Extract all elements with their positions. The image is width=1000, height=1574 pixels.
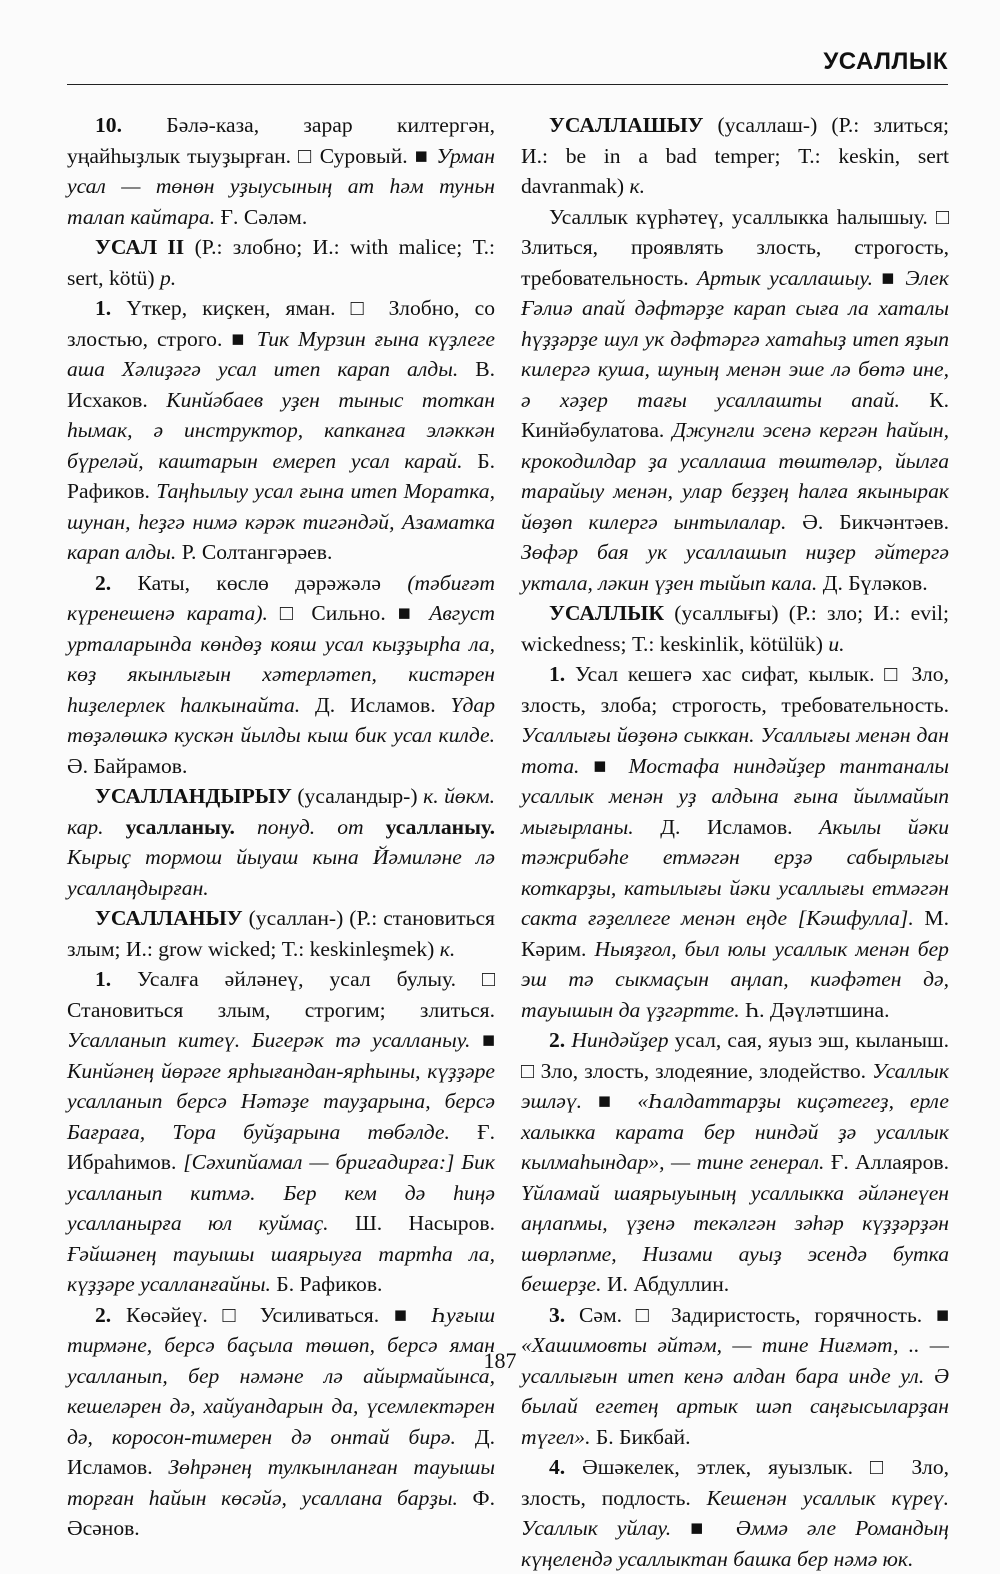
example-text: понуд. от: [257, 814, 364, 839]
definition-text: Д. Исламов.: [633, 814, 820, 839]
sense-number: 2.: [549, 1028, 572, 1052]
definition-text: [235, 815, 257, 839]
dictionary-paragraph: [521, 659, 949, 1025]
example-text: Зөфәр бая ук усаллашып ниҙер әйтергә уктала, ләкин үҙен тыйып кала.: [521, 540, 949, 595]
example-text: р.: [159, 265, 177, 290]
example-text: к. йөкм. кар.: [67, 784, 495, 839]
definition-text: (усаллаш-) (Р.: злиться; И.: be in a bad temper; Т.: keskin, sert davranmak): [521, 113, 949, 198]
dictionary-paragraph: [67, 293, 495, 568]
definition-text: [104, 815, 126, 839]
example-text: Зөһрәнең тулкынланған тауышы торған һайын көсәйә, усаллана барҙы.: [67, 1455, 495, 1510]
example-text: Ныяҙғол, был юлы усаллык менән бер эш тә сыкмаҫын аңлап, киәфәтен дә, тауышын да үҙгәртте.: [521, 936, 949, 1022]
definition-text: Ф. Әсәнов.: [67, 1485, 496, 1540]
definition-text: И. Абдуллин.: [601, 1272, 730, 1296]
definition-text: Үткер, киҫкен, яман. □ Злобно, со злостью, строго. ■: [67, 296, 496, 351]
definition-text: Д. Исламов.: [67, 1424, 496, 1479]
headword: УСАЛЛАНДЫРЫУ: [95, 784, 292, 808]
header-rule: [67, 84, 948, 85]
example-text: Август урталарында көндөҙ кояш усал кыҙҙырһа ла, көҙ якынлығын хәтерләтеп, кистәрен һиҙелерлек һалкынайта.: [67, 601, 495, 717]
example-text: Һуғыш тирмәне, берсә баҫыла төшөп, берсә яман усалланып, бер нәмәне лә айырмайынса, кешеләрен дә, хайуандарын да, үсемлектәрен дә, коросон-тимерен дә онтай бирә.: [67, 1302, 496, 1449]
dictionary-paragraph: [521, 1452, 949, 1574]
definition-text: (усаландыр-): [291, 784, 424, 808]
example-text: Акылы йәки тәжрибәһе етмәгән ерҙә сабырлығы коткарҙы, катылығы йәки усаллығы етмәгән сакта ғәҙеллеге менән еңде [Кәшфулла].: [521, 814, 950, 930]
example-text: «Хашимовты әйтәм, — тине Ниғмәт, .. — усаллығын итеп кенә алдан бара инде ул. Ә былай егетең артык шәп саңғысыларҙан түгел».: [521, 1333, 949, 1449]
definition-text: Көсәйеү. □ Усиливаться. ■: [126, 1302, 432, 1327]
sense-number: 4.: [549, 1455, 583, 1479]
definition-text: Һ. Дәүләтшина.: [739, 997, 890, 1022]
definition-text: Каты, көслө дәрәжәлә: [137, 570, 408, 595]
dictionary-paragraph: [67, 964, 495, 1300]
example-text: Джунгли эсенә кергән һайын, крокодилдар ҙа усаллаша төштөләр, йылға тарайыу менән, улар беҙҙең һалға якынырак йөҙөп килергә ынтылалар.: [521, 418, 949, 534]
definition-text: Ғ. Аллаяров.: [824, 1150, 949, 1174]
dictionary-paragraph: [521, 1025, 949, 1300]
definition-text: В. Исхаков.: [67, 357, 495, 412]
definition-text: ■: [470, 1028, 495, 1052]
definition-text: Ғ. Сәләм.: [215, 204, 308, 229]
dictionary-paragraph: [67, 903, 495, 964]
example-text: Тик Мурзин ғына күҙлеге аша Хәлиҙәгә усал итеп карап алды.: [67, 326, 495, 381]
example-text: «Һалдаттарҙы киҫәтегеҙ, ерле халыкка карата бер ниндәй ҙә усаллык кылмаһындар», — тине генерал.: [521, 1089, 949, 1174]
definition-text: М. Кәрим.: [521, 906, 950, 961]
dictionary-paragraph: [521, 202, 949, 599]
definition-text: Усаллык күрһәтеү, усаллыкка һалышыу. □ Злиться, проявлять злость, строгость, требовательность.: [521, 204, 949, 290]
sense-number: 1.: [95, 296, 127, 320]
example-text: Кырыҫ тормош йыуаш кына Йәмиләне лә усаллаңдырған.: [67, 845, 495, 900]
example-text: Усалланып китеү. Бигерәк тә усалланыу.: [67, 1028, 471, 1052]
dictionary-paragraph: [521, 110, 949, 202]
definition-text: □ Сильно. ■: [267, 601, 430, 625]
definition-text: ■: [872, 265, 906, 290]
dictionary-paragraph: [67, 232, 495, 293]
definition-text: ■: [579, 753, 629, 778]
definition-text: Б. Рафиков.: [270, 1272, 383, 1296]
definition-text: Ә. Байрамов.: [67, 753, 188, 778]
definition-text: Ғ. Ибраһимов.: [67, 1119, 495, 1174]
definition-text: [364, 815, 386, 839]
example-text: Таңһылыу усал ғына итеп Моратка, шунан, һеҙгә нимә кәрәк тигәндәй, Азаматка карап алды.: [67, 479, 495, 564]
definition-text: (усаллан-) (Р.: становиться злым; И.: grow wicked; Т.: keskinleşmek): [67, 906, 495, 961]
example-text: Кешенән усаллык күреү. Усаллык уйлау.: [521, 1485, 949, 1540]
definition-text: (усаллығы) (Р.: зло; И.: evil; wickedness; Т.: keskinlik, kötülük): [521, 601, 949, 656]
example-text: Үйламай шаярыуының усаллыкка әйләнеүен аңлапмы, үҙенә текәлгән зәһәр күҙҙәрҙән шөрләпме, Низами ауыҙ эсендә бутка бешерҙе.: [521, 1180, 949, 1296]
dictionary-paragraph: [67, 110, 495, 232]
definition-text: К. Кинйәбулатова.: [521, 387, 949, 442]
example-text: Әммә әле Романдың күңелендә усаллыктан башка бер нәмә юк.: [521, 1516, 949, 1571]
definition-text: Д. Бүләков.: [817, 570, 928, 595]
sense-number: 10.: [95, 113, 167, 137]
definition-text: усал, сая, яуыз эш, кыланыш. □ Зло, злость, злодеяние, злодейство.: [521, 1028, 949, 1083]
sense-number: 2.: [95, 570, 138, 595]
example-text: Усаллык эшләү.: [521, 1058, 949, 1113]
example-text: Элек Ғәлиә апай дәфтәрҙе карап сыға ла хаталы һүҙҙәрҙе шул ук дәфтәргә хатаһыҙ итеп яҙып килергә куша, шуның менән эше лә бөтә ине, ә хәҙер тағы усаллашты апай.: [521, 265, 949, 412]
sense-number: 2.: [95, 1302, 127, 1327]
dictionary-paragraph: [67, 1300, 495, 1544]
definition-text: Әшәкелек, этлек, яуызлык. □ Зло, злость, подлость.: [521, 1455, 950, 1510]
definition-text: ■: [671, 1516, 736, 1540]
left-column: [67, 110, 495, 1544]
running-header: УСАЛЛЫК: [823, 48, 948, 75]
example-text: Мостафа ниндәйҙер тантаналы усаллык менән уҙ алдына ғына йылмайып мығырланы.: [521, 753, 950, 839]
definition-text: ■: [582, 1089, 638, 1113]
definition-text: Д. Исламов.: [300, 692, 451, 717]
sense-number: 1.: [95, 967, 138, 991]
definition-text: Усалға әйләнеү, усал булыу. □ Становиться злым, строгим; злиться.: [67, 967, 496, 1022]
dictionary-paragraph: [521, 598, 949, 659]
headword: УСАЛ II: [95, 235, 185, 259]
example-text: (тәбиғәт күренешенә карата).: [67, 570, 495, 625]
example-text: к.: [629, 174, 646, 198]
example-text: и.: [828, 631, 845, 656]
definition-text: Бәлә-каза, зарар килтергән, уңайһыҙлык тыуҙырған. □ Суровый. ■: [67, 113, 496, 168]
headword: усалланыу.: [125, 814, 235, 839]
example-text: Ғәйшәнең тауышы шаярыуға тартһа ла, күҙҙәре усалланғайны.: [67, 1241, 495, 1296]
sense-number: 3.: [549, 1302, 579, 1327]
dictionary-paragraph: [67, 568, 495, 782]
headword: УСАЛЛЫК: [549, 601, 665, 625]
example-text: Кинйәнең йөрәге ярһығандан-ярһыны, күҙҙәре усалланып берсә Нәтәҙе тауҙарына, берсә Бағраға, Тора буйҙарына төбәлде.: [67, 1058, 495, 1144]
dictionary-paragraph: [521, 1300, 949, 1453]
headword: УСАЛЛАШЫУ: [549, 113, 704, 137]
definition-text: Сәм. □ Задиристость, горячность. ■: [578, 1302, 950, 1327]
definition-text: Б. Рафиков.: [67, 448, 495, 503]
dictionary-paragraph: [67, 781, 495, 903]
example-text: Усаллығы йөҙөнә сыккан. Усаллығы менән дан тота.: [521, 723, 949, 778]
example-text: Урман усал — төнөн уҙыусының ат һәм туньн талап кайтара.: [67, 143, 495, 229]
definition-text: Ә. Бикчәнтәев.: [786, 509, 950, 534]
example-text: к.: [439, 936, 456, 961]
headword: УСАЛЛАНЫУ: [95, 906, 243, 930]
example-text: Үдар төҙәлөшкә кускән йылды кыш бик усал килде.: [67, 692, 495, 747]
definition-text: (Р.: злобно; И.: with malice; Т.: sert, kötü): [67, 235, 495, 290]
example-text: [Сәхипйамал — бригадирға:] Бик усалланып китмә. Бер кем дә һиңә усалланырға юл куймаҫ.: [67, 1150, 495, 1235]
headword: усалланыу.: [385, 814, 495, 839]
definition-text: Р. Солтангәрәев.: [176, 540, 333, 564]
definition-text: Ш. Насыров.: [328, 1211, 495, 1235]
sense-number: 1.: [549, 662, 575, 686]
example-text: Артык усаллашыу.: [696, 265, 873, 290]
page-number: 187: [483, 1348, 517, 1373]
example-text: Кинйәбаев уҙен тыныс тоткан һымак, ә инструктор, капканға эләккән бүреләй, каштарын емереп усал карай.: [67, 387, 495, 473]
definition-text: Б. Бикбай.: [590, 1424, 691, 1449]
definition-text: Усал кешегә хас сифат, кылык. □ Зло, злость, злоба; строгость, требовательность.: [521, 662, 949, 717]
example-text: Ниндәйҙер: [571, 1028, 669, 1052]
